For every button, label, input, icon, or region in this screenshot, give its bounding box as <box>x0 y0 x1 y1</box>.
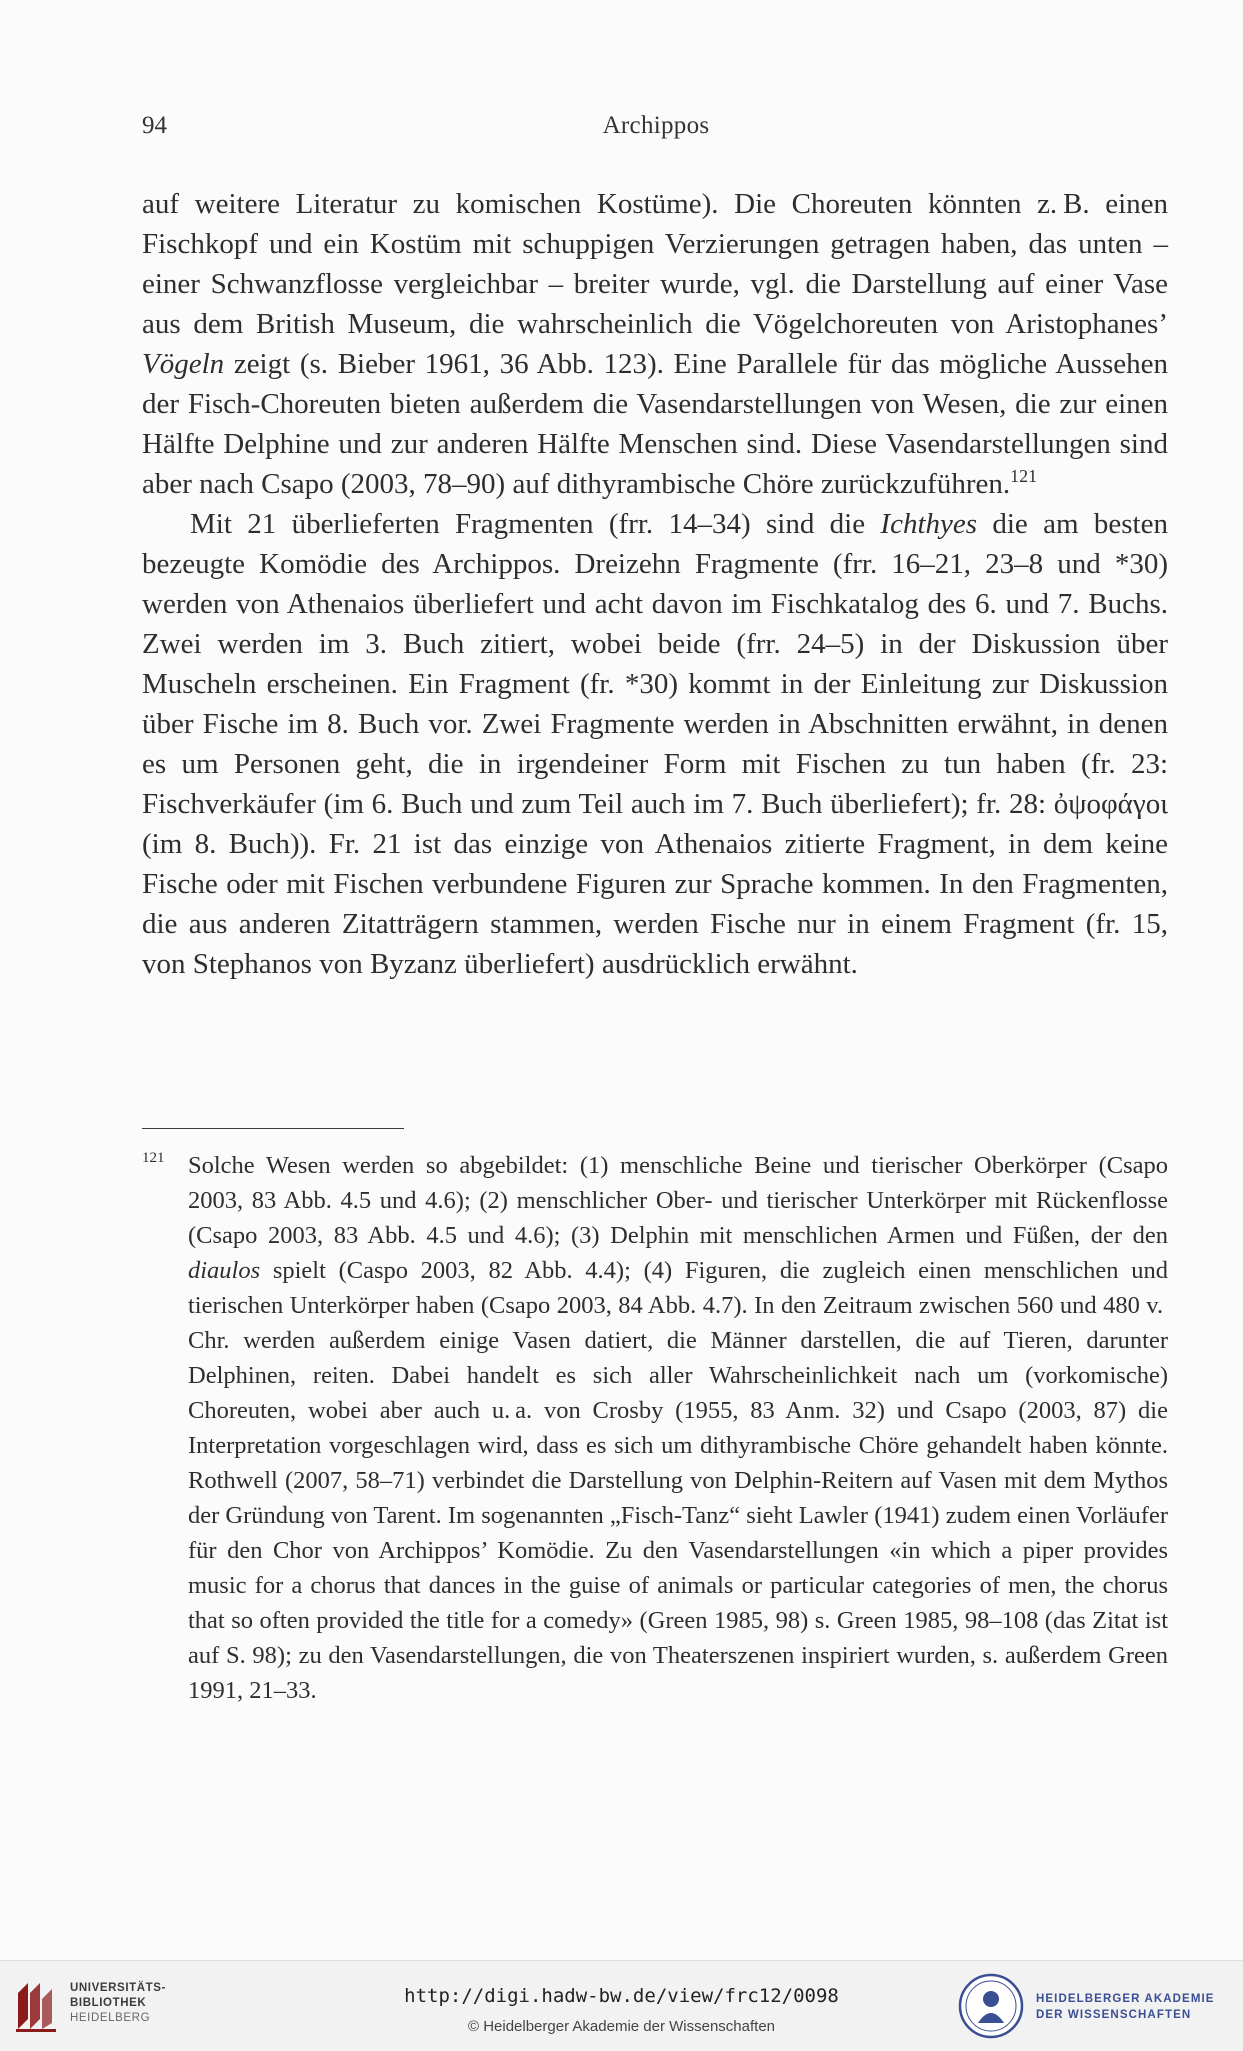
academy-name-line-2: DER WISSENSCHAFTEN <box>1036 2009 1192 2021</box>
footnote-text-b: spielt (Caspo 2003, 82 Abb. 4.4); (4) Figuren, die zugleich einen menschlichen und tierischen Unterkörper haben (Csapo 2003, 84 Abb. 4.7). In den Zeitraum zwischen 560 und 480 v. Chr. werden außerdem einige Vasen datiert, die Männer darstellen, die auf Tieren, darunter Delphinen, reiten. Dabei handelt es sich aller Wahrscheinlichkeit nach um (vorkomische) Choreuten, wobei aber auch u. a. von Crosby (1955, 83 Anm. 32) und Csapo (2003, 87) die Interpretation vorgeschlagen wird, dass es sich um dithyrambische Chöre gehandelt haben könnte. Rothwell (2007, 58–71) verbindet die Darstellung von Delphin-Reitern auf Vasen mit dem Mythos der Gründung von Tarent. Im sogenannten „Fisch-Tanz“ sieht Lawler (1941) zudem einen Vorläufer für den Chor von Archippos’ Komödie. Zu den Vasendarstellungen «in which a piper provides music for a chorus that dances in the guise of animals or particular categories of men, the chorus that so often provided the title for a comedy» (Green 1985, 98) s. Green 1985, 98–108 (das Zitat ist auf S. 98); zu den Vasendarstellungen, die von Theaterszenen inspiriert wurden, s. außerdem Green 1991, 21–33. <box>188 1257 1168 1704</box>
academy-name <box>1036 1991 1215 2023</box>
main-text <box>142 184 1168 984</box>
footnote-text <box>188 1148 1168 1708</box>
footnote-reference[interactable]: 121 <box>1010 465 1038 486</box>
footnote-number: 121 <box>142 1150 165 1166</box>
library-name-line-1: UNIVERSITÄTS- <box>70 1982 166 1994</box>
viewer-footer <box>0 1960 1243 2051</box>
library-name-line-3: HEIDELBERG <box>70 2012 151 2024</box>
page-number: 94 <box>142 112 167 139</box>
footnote-italic-term: diaulos <box>188 1257 261 1284</box>
academy-seal-icon <box>958 1973 1024 2039</box>
copyright-notice: © Heidelberger Akademie der Wissenschaften <box>467 2018 776 2035</box>
paragraph-1-italic-title: Vögeln <box>142 348 225 380</box>
library-name-line-2: BIBLIOTHEK <box>70 1997 147 2009</box>
paragraph-1 <box>142 184 1168 504</box>
academy-name-line-1: HEIDELBERGER AKADEMIE <box>1036 1993 1215 2005</box>
footnote-divider <box>142 1128 404 1129</box>
paragraph-1-text-b: zeigt (s. Bieber 1961, 36 Abb. 123). Eine Parallele für das mögliche Aussehen der Fisch-Choreuten bieten außerdem die Vasendarstellungen von Wesen, die zur einen Hälfte Delphine und zur anderen Hälfte Menschen sind. Diese Vasendarstellungen sind aber nach Csapo (2003, 78–90) auf dithyrambische Chöre zurückzuführen. <box>142 348 1168 500</box>
footnote-121 <box>142 1148 1168 1708</box>
paragraph-2-text-b: die am besten bezeugte Komödie des Archippos. Dreizehn Fragmente (frr. 16–21, 23–8 und *30) werden von Athenaios überliefert und acht davon im Fischkatalog des 6. und 7. Buchs. Zwei werden im 3. Buch zitiert, wobei beide (frr. 24–5) in der Diskussion über Muscheln erscheinen. Ein Fragment (fr. *30) kommt in der Einleitung zur Diskussion über Fische im 8. Buch vor. Zwei Fragmente werden in Abschnitten erwähnt, in denen es um Personen geht, die in irgendeiner Form mit Fischen zu tun haben (fr. 23: Fischverkäufer (im 6. Buch und zum Teil auch im 7. Buch überliefert); fr. 28: ὀψοφάγοι (im 8. Buch)). Fr. 21 ist das einzige von Athenaios zitierte Fragment, in dem keine Fische oder mit Fischen verbundene Figuren zur Sprache kommen. In den Fragmenten, die aus anderen Zitatträgern stammen, werden Fische nur in einem Fragment (fr. 15, von Stephanos von Byzanz überliefert) ausdrücklich erwähnt. <box>142 508 1168 980</box>
paragraph-2-italic-title: Ichthyes <box>880 508 978 540</box>
running-title: Archippos <box>602 112 710 139</box>
footnote-text-a: Solche Wesen werden so abgebildet: (1) menschliche Beine und tierischer Oberkörper (Csapo 2003, 83 Abb. 4.5 und 4.6); (2) menschlicher Ober- und tierischer Unterkörper mit Rückenflosse (Csapo 2003, 83 Abb. 4.5 und 4.6); (3) Delphin mit menschlichen Armen und Füßen, der den <box>188 1152 1168 1249</box>
paragraph-2 <box>142 504 1168 984</box>
running-head <box>142 112 1170 148</box>
paragraph-2-text-a: Mit 21 überlieferten Fragmenten (frr. 14–34) sind die <box>190 508 881 540</box>
permalink-url[interactable]: http://digi.hadw-bw.de/view/frc12/0098 <box>404 1985 839 2007</box>
paragraph-1-text-a: auf weitere Literatur zu komischen Kostüme). Die Choreuten könnten z. B. einen Fischkopf und ein Kostüm mit schuppigen Verzierungen getragen haben, das unten – einer Schwanzflosse vergleichbar – breiter wurde, vgl. die Darstellung auf einer Vase aus dem British Museum, die wahrscheinlich die Vögelchoreuten von Aristophanes’ <box>142 188 1168 340</box>
